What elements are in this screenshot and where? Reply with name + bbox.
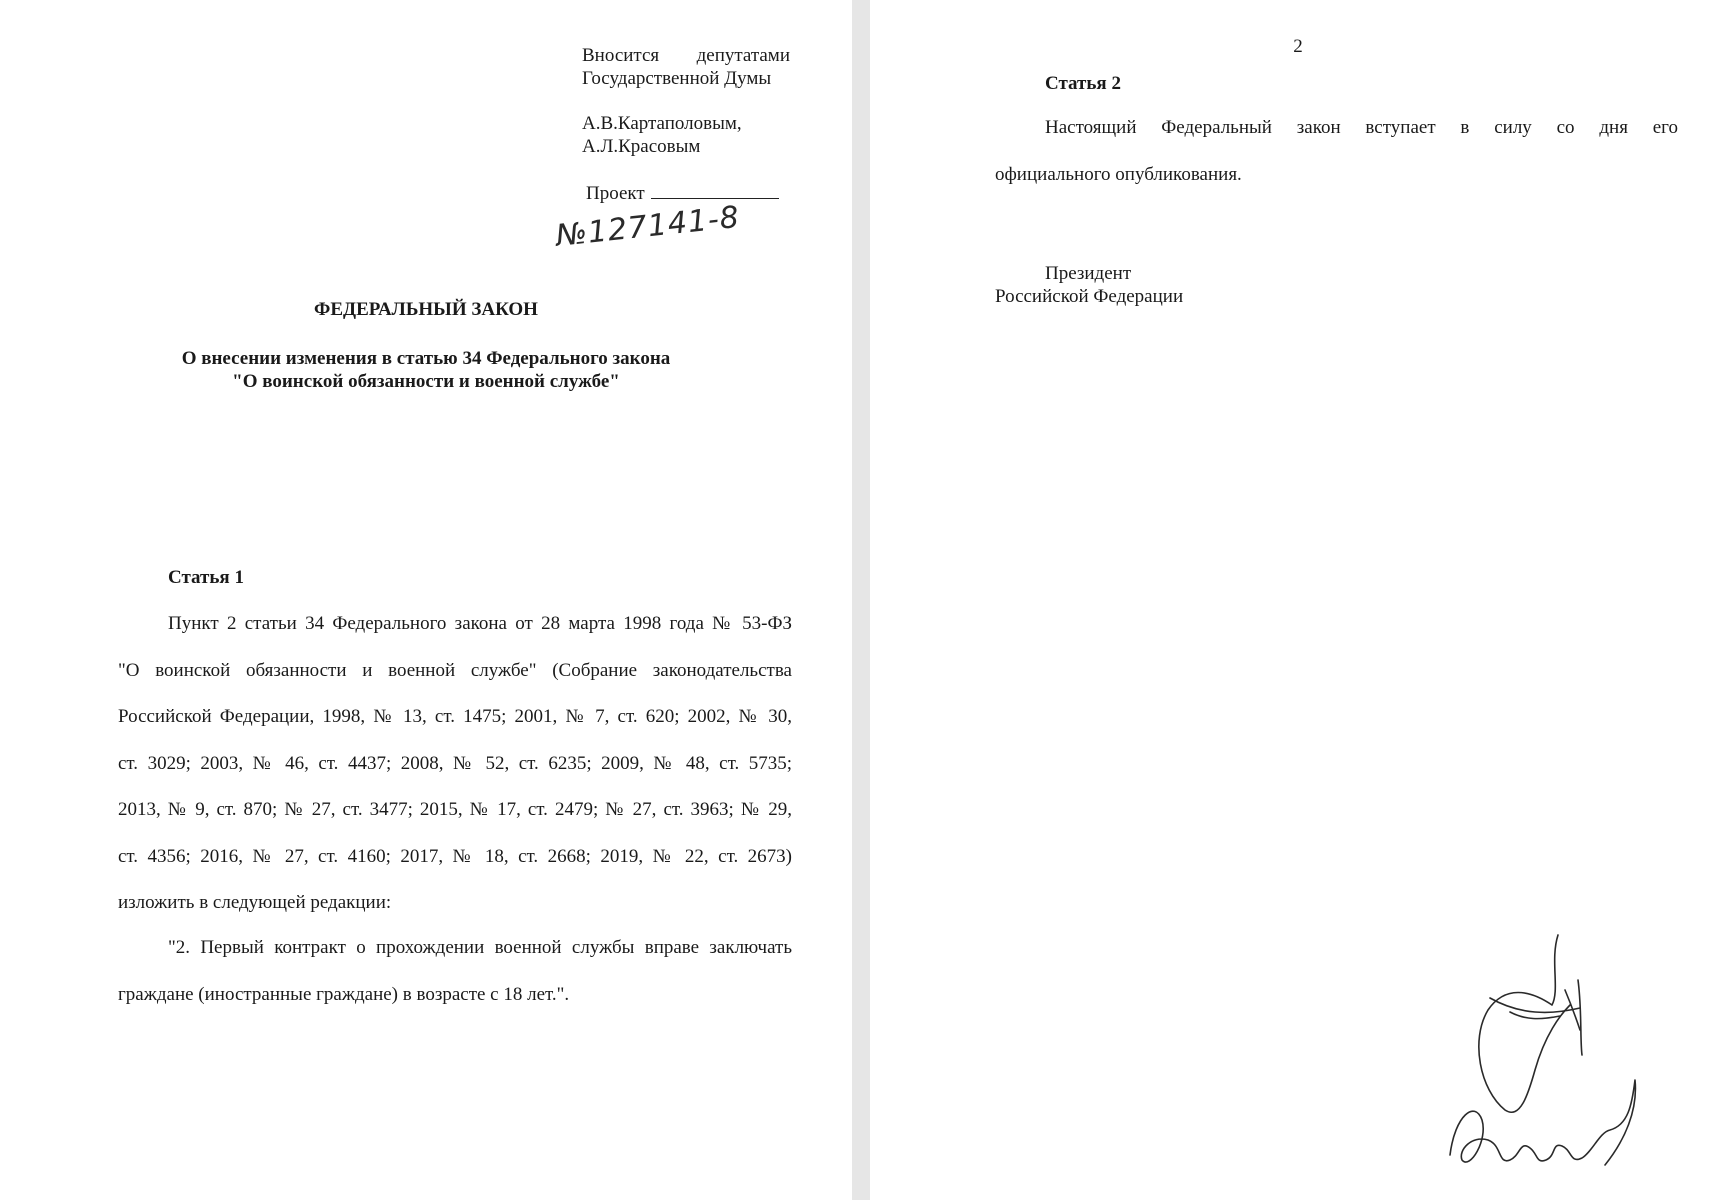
author-2: А.Л.Красовым (582, 136, 701, 157)
project-blank-line (651, 184, 779, 199)
project-label: Проект (586, 183, 645, 204)
law-title: ФЕДЕРАЛЬНЫЙ ЗАКОН (314, 299, 538, 320)
article-2-body (995, 105, 1678, 198)
submitted-by-line2: Государственной Думы (582, 68, 772, 89)
article-1-line: ст. 4356; 2016, № 27, ст. 4160; 2017, № 18, ст. 2668; 2019, № 22, ст. 2673) (118, 845, 792, 867)
handwritten-signature (1410, 920, 1660, 1190)
law-subtitle-line1: О внесении изменения в статью 34 Федерального закона (181, 348, 671, 369)
article-1-quote-line: граждане (иностранные граждане) в возрасте с 18 лет.". (118, 983, 570, 1005)
signatory-title-line2: Российской Федерации (995, 286, 1184, 307)
article-1-line: изложить в следующей редакции: (118, 892, 392, 913)
submitted-by-line1: Вносится депутатами (582, 45, 790, 66)
signatory-title-line1: Президент (1045, 263, 1132, 284)
handwritten-registration-number: №127141-8 (554, 199, 742, 254)
article-1-quote-line: "2. Первый контракт о прохождении военной службы вправе заключать (168, 937, 792, 958)
project-field (586, 182, 779, 205)
article-1-body (118, 601, 792, 927)
article-1-line: "О воинской обязанности и военной службе" (Собрание законодательства (118, 659, 792, 681)
article-1-line: Российской Федерации, 1998, № 13, ст. 1475; 2001, № 7, ст. 620; 2002, № 30, (118, 706, 792, 727)
document-page-1 (0, 0, 852, 1200)
article-1-heading: Статья 1 (168, 567, 244, 588)
article-2-line: Настоящий Федеральный закон вступает в силу со дня его (1045, 117, 1678, 138)
article-2-line: официального опубликования. (995, 163, 1242, 185)
article-1-line: Пункт 2 статьи 34 Федерального закона от 28 марта 1998 года № 53-ФЗ (168, 613, 792, 634)
page-number: 2 (1293, 36, 1303, 57)
article-1-line: ст. 3029; 2003, № 46, ст. 4437; 2008, № 52, ст. 6235; 2009, № 48, ст. 5735; (118, 752, 792, 774)
article-1-line: 2013, № 9, ст. 870; № 27, ст. 3477; 2015, № 17, ст. 2479; № 27, ст. 3963; № 29, (118, 799, 792, 820)
document-page-2 (870, 0, 1726, 1200)
law-subtitle-line2: "О воинской обязанности и военной службе" (232, 371, 620, 392)
author-1: А.В.Картаполовым, (582, 113, 742, 134)
article-2-heading: Статья 2 (1045, 73, 1121, 94)
article-1-quote (118, 925, 792, 1018)
